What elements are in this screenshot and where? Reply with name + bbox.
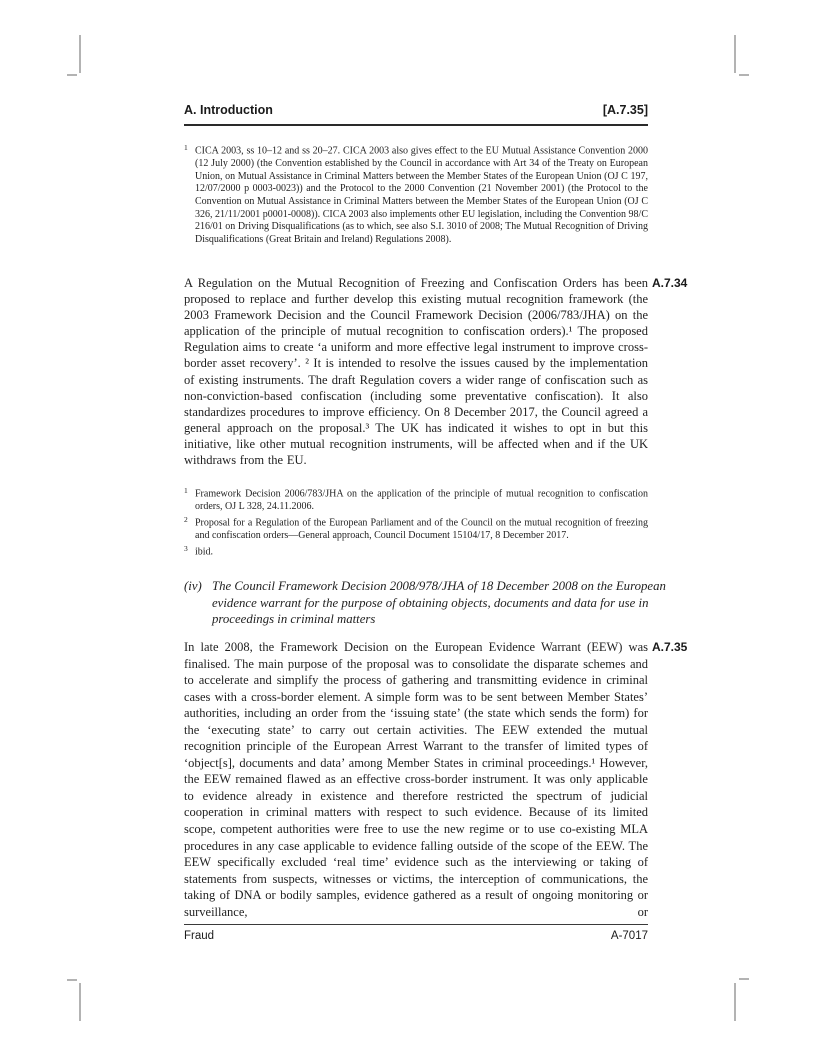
crop-mark-bottom-right-vertical xyxy=(734,983,736,1021)
footnote xyxy=(184,543,648,559)
footnote-marker: 2 xyxy=(184,514,188,524)
footnote-marker: 3 xyxy=(184,543,188,553)
page-reference: [A.7.35] xyxy=(602,103,648,117)
footnote-text: CICA 2003, ss 10–12 and ss 20–27. CICA 2003 also gives effect to the EU Mutual Assistance Convention 2000 (12 July 2000) (the Convention established by the Council in accordance with Art 34 of the Treaty on European Union, on Mutual Assistance in Criminal Matters between the Member States of the European Union (OJ C 197, 12/07/2000 p 0003-0023)) and the Protocol to the 2000 Convention (21 November 2001) (the Protocol to the Convention on Mutual Assistance in Criminal Matters between the Member States of the European Union (OJ C 326, 21/11/2001 p0001-0008)). CICA 2003 also implements other EU legislation, including the Convention 98/C 216/01 on Driving Disqualifications (as to which, see also S.I. 3010 of 2008; The Mutual Recognition of Driving Disqualifications (Great Britain and Ireland) Regulations 2008). xyxy=(195,145,648,246)
footnote-marker: 1 xyxy=(184,486,188,495)
footer-page-number: A-7017 xyxy=(610,930,648,942)
page-content xyxy=(184,0,688,1056)
footer-rule xyxy=(184,924,648,925)
paragraph-block-a-7-34 xyxy=(184,275,688,468)
subsection-marker: (iv) xyxy=(184,579,202,593)
section-title: A. Introduction xyxy=(184,103,273,117)
footnote xyxy=(184,514,648,543)
crop-mark-top-left-horizontal xyxy=(67,74,77,76)
footer-book-title: Fraud xyxy=(184,930,215,942)
crop-mark-bottom-right-horizontal xyxy=(739,978,749,980)
page-header xyxy=(184,103,648,118)
header-rule xyxy=(184,124,648,126)
crop-mark-bottom-left-horizontal xyxy=(67,979,77,981)
footnote-marker: 1 xyxy=(184,143,188,152)
subsection-heading-text: The Council Framework Decision 2008/978/JHA of 18 December 2008 on the European evidence warrant for the purpose of obtaining objects, documents and data for use in proceedings in criminal matters xyxy=(212,579,666,626)
paragraph-text: A Regulation on the Mutual Recognition of Freezing and Confiscation Orders has been proposed to replace and further develop this existing mutual recognition framework (the 2003 Framework Decision and the Council Framework Decision (2006/783/JHA) on the application of the principle of mutual recognition to confiscation orders).¹ The proposed Regulation aims to create ‘a uniform and more effective legal instrument to improve cross-border asset recovery’. ² It is intended to resolve the issues caused by the implementation of existing instruments. The draft Regulation covers a wider range of confiscation such as non-conviction-based confiscation (including some preventative confiscation). It also standardizes procedures to improve efficiency. On 8 December 2017, the Council agreed a general approach on the proposal.³ The UK has indicated it wishes to opt in but this initiative, like other mutual recognition instruments, will be affected when and if the UK withdraws from the EU. xyxy=(184,276,648,468)
footnote-text: Proposal for a Regulation of the European Parliament and of the Council on the mutual recognition of freezing and confiscation orders—General approach, Council Document 15104/17, 8 December 2017. xyxy=(195,517,648,541)
subsection-heading xyxy=(184,578,676,628)
footnote-text: Framework Decision 2006/783/JHA on the application of the principle of mutual recognition to confiscation orders, OJ L 328, 24.11.2006. xyxy=(195,488,648,513)
crop-mark-bottom-left-vertical xyxy=(79,983,81,1021)
page-footer xyxy=(184,929,648,944)
crop-mark-top-left-vertical xyxy=(79,35,81,73)
margin-paragraph-number: A.7.34 xyxy=(652,276,688,290)
paragraph-text: In late 2008, the Framework Decision on the European Evidence Warrant (EEW) was finalised. The main purpose of the proposal was to consolidate the disparate schemes and to accelerate and simplify the process of gathering and transmitting evidence in criminal cases with a cross-border element. A simple form was to be sent between Member States’ authorities, including an order from the ‘issuing state’ (the state which sends the form) for the ‘executing state’ to carry out certain activities. The EEW extended the mutual recognition principle of the European Arrest Warrant to the transfer of limited types of ‘object[s], documents and data’ among Member States in criminal proceedings.¹ However, the EEW remained flawed as an effective cross-border instrument. It was only applicable to evidence already in existence and therefore restricted the spectrum of judicial cooperation in criminal matters with respect to such evidence. Because of its limited scope, competent authorities were free to use the new regime or to use co-existing MLA procedures in any case applicable to evidence falling outside of the scope of the EEW. The EEW specifically excluded ‘real time’ evidence such as the interviewing or taking of statements from suspects, witnesses or victims, the interception of communications, the taking of DNA or bodily samples, evidence gathered as a result of ongoing monitoring or surveillance, or xyxy=(184,640,648,919)
crop-mark-top-right-horizontal xyxy=(739,74,749,76)
footnote-text: ibid. xyxy=(195,546,214,558)
footnote-block xyxy=(184,485,648,559)
crop-mark-top-right-vertical xyxy=(734,35,736,73)
carryover-footnote-block xyxy=(184,142,648,247)
footnote xyxy=(184,485,648,514)
footnote xyxy=(184,142,648,247)
margin-paragraph-number: A.7.35 xyxy=(652,640,688,654)
paragraph-block-a-7-35 xyxy=(184,639,688,920)
